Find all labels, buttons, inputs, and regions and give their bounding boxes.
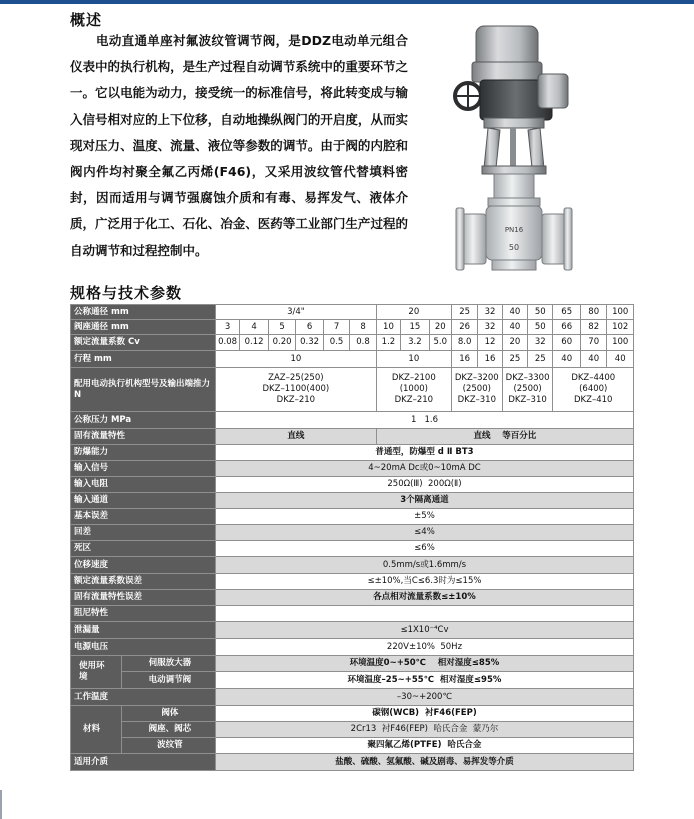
table-cell: 16 <box>478 351 502 368</box>
cell-line: DKZ–4400 <box>571 373 616 383</box>
table-cell: 220V±10% 50Hz <box>215 639 633 656</box>
row-label: 电源电压 <box>71 639 216 656</box>
table-cell: ±5% <box>215 509 633 525</box>
table-cell: 7 <box>323 320 349 335</box>
row-label: 材料 <box>71 706 122 754</box>
cell-line: (1000) <box>399 384 428 394</box>
page-edge-line <box>0 790 2 819</box>
table-cell: 20 <box>376 305 451 320</box>
cell-line: DKZ–210 <box>394 395 434 405</box>
table-cell: 70 <box>580 335 606 351</box>
table-cell: 环境温度–25~+55℃ 相对湿度≤95% <box>215 672 633 689</box>
table-row <box>71 351 634 368</box>
table-row <box>71 754 634 771</box>
table-cell <box>451 368 502 412</box>
table-cell: 0.20 <box>268 335 296 351</box>
table-cell: 25 <box>528 351 553 368</box>
cell-line: DKZ–3300 <box>505 373 550 383</box>
table-cell: 8.0 <box>451 335 477 351</box>
table-cell: 0.8 <box>350 335 376 351</box>
row-label: 阀座通径 mm <box>71 320 216 335</box>
table-cell: 10 <box>376 320 400 335</box>
table-row <box>71 672 634 689</box>
table-cell: 3/4" <box>215 305 376 320</box>
cell-line: DKZ–210 <box>276 395 316 405</box>
table-row <box>71 738 634 754</box>
cell-line: (2500) <box>513 384 542 394</box>
row-label: 适用介质 <box>71 754 216 771</box>
cell-line: (2500) <box>462 384 491 394</box>
table-cell: 20 <box>502 335 527 351</box>
table-row <box>71 493 634 509</box>
table-cell: 0.32 <box>296 335 324 351</box>
table-row <box>71 477 634 493</box>
table-row <box>71 429 634 445</box>
table-cell: ≤6% <box>215 541 633 557</box>
valve-plate-text-2: 50 <box>508 243 520 252</box>
table-cell: 1.2 <box>376 335 400 351</box>
table-cell: ≤1X10⁻⁴Cv <box>215 622 633 639</box>
table-cell: 65 <box>553 305 581 320</box>
overview-paragraph: 电动直通单座衬氟波纹管调节阀，是DDZ电动单元组合仪表中的执行机构，是生产过程自动调节系统中的重要环节之一。它以电能为动力，接受统一的标准信号，将此转变成与输入信号相对应的上下位移，自动地操纵阀门的开启度，从而实现对压力、温度、流量、液位等参数的调节。由于阀的内腔和阀内件均衬聚全氟乙丙烯(F46)，又采用波纹管代替填料密封，因而适用与调节强腐蚀介质和有毒、易挥发气、液体介质，广泛用于化工、石化、冶金、医药等工业部门生产过程的自动调节和过程控制中。 <box>70 33 408 258</box>
table-cell: 0.5mm/s或1.6mm/s <box>215 557 633 574</box>
table-row <box>71 335 634 351</box>
table-cell: 50 <box>528 305 553 320</box>
row-label: 阻尼特性 <box>71 606 216 622</box>
cell-line: DKZ–410 <box>574 395 613 405</box>
table-row <box>71 461 634 477</box>
cell-line: ZAZ–25(250) <box>268 373 324 383</box>
table-row <box>71 574 634 590</box>
table-cell: 2Cr13 衬F46(FEP) 哈氏合金 蒙乃尔 <box>215 722 633 738</box>
table-cell: 0.5 <box>323 335 349 351</box>
row-label: 位移速度 <box>71 557 216 574</box>
cell-line: DKZ–3200 <box>454 373 499 383</box>
table-row <box>71 525 634 541</box>
table-cell: 3 <box>215 320 239 335</box>
table-cell: 直线 等百分比 <box>376 429 633 445</box>
table-cell: 66 <box>553 320 581 335</box>
spec-heading: 规格与技术参数 <box>70 284 183 302</box>
table-cell: 环境温度0~+50℃ 相对湿度≤85% <box>215 656 633 672</box>
table-row <box>71 305 634 320</box>
table-row <box>71 445 634 461</box>
table-cell: 8 <box>350 320 376 335</box>
table-row <box>71 656 634 672</box>
table-cell: 80 <box>580 305 606 320</box>
table-cell: 50 <box>528 320 553 335</box>
table-cell <box>553 368 634 412</box>
table-cell <box>215 606 633 622</box>
cell-line: DKZ–1100(400) <box>262 384 330 394</box>
table-row <box>71 412 634 429</box>
table-cell: 3个隔离通道 <box>215 493 633 509</box>
table-row <box>71 706 634 722</box>
table-cell: ≤±10%,当C≤6.3时为≤15% <box>215 574 633 590</box>
table-cell: 40 <box>553 351 581 368</box>
row-sublabel: 阀体 <box>121 706 215 722</box>
table-cell: 1 1.6 <box>215 412 633 429</box>
row-label: 基本误差 <box>71 509 216 525</box>
row-label: 使用环境 <box>71 656 122 689</box>
table-cell: 各点相对流量系数≤±10% <box>215 590 633 606</box>
cell-line: DKZ–310 <box>457 395 496 405</box>
table-cell: 32 <box>478 305 502 320</box>
table-cell: 16 <box>451 351 477 368</box>
row-label: 公称通径 mm <box>71 305 216 320</box>
row-label: 固有流量特性误差 <box>71 590 216 606</box>
cell-line: (6400) <box>579 384 608 394</box>
table-cell: 6 <box>296 320 324 335</box>
table-row <box>71 509 634 525</box>
table-cell: 250Ω(Ⅲ) 200Ω(Ⅱ) <box>215 477 633 493</box>
table-row <box>71 722 634 738</box>
table-row <box>71 689 634 706</box>
table-cell: 5.0 <box>429 335 451 351</box>
table-cell: 32 <box>528 335 553 351</box>
table-cell: 普通型，防爆型 d Ⅱ BT3 <box>215 445 633 461</box>
table-cell: 25 <box>451 305 477 320</box>
table-cell: 10 <box>376 351 451 368</box>
table-cell: 100 <box>607 305 634 320</box>
row-label: 公称压力 MPa <box>71 412 216 429</box>
table-cell: 碳钢(WCB) 衬F46(FEP) <box>215 706 633 722</box>
table-cell: 82 <box>580 320 606 335</box>
table-row <box>71 590 634 606</box>
row-label: 行程 mm <box>71 351 216 368</box>
table-cell: 20 <box>429 320 451 335</box>
table-cell: 25 <box>502 351 527 368</box>
row-label: 输入电阻 <box>71 477 216 493</box>
row-label: 工作温度 <box>71 689 216 706</box>
row-label: 死区 <box>71 541 216 557</box>
valve-plate-text-1: PN16 <box>504 226 524 234</box>
table-cell: 102 <box>607 320 634 335</box>
table-row <box>71 320 634 335</box>
table-cell: 12 <box>478 335 502 351</box>
table-cell: –30~+200℃ <box>215 689 633 706</box>
table-cell <box>215 368 376 412</box>
table-cell: 0.12 <box>240 335 269 351</box>
table-cell: 3.2 <box>401 335 430 351</box>
table-row <box>71 541 634 557</box>
table-cell: 32 <box>478 320 502 335</box>
row-sublabel: 电动调节阀 <box>121 672 215 689</box>
table-cell <box>376 368 451 412</box>
table-cell: 60 <box>553 335 581 351</box>
table-cell: 40 <box>607 351 634 368</box>
table-row <box>71 606 634 622</box>
table-cell: 100 <box>607 335 634 351</box>
table-cell: 直线 <box>215 429 376 445</box>
row-label: 防爆能力 <box>71 445 216 461</box>
table-cell <box>502 368 553 412</box>
table-cell: 26 <box>451 320 477 335</box>
table-row <box>71 622 634 639</box>
top-accent-bar <box>0 0 694 4</box>
table-cell: 聚四氟乙烯(PTFE) 哈氏合金 <box>215 738 633 754</box>
row-label: 回差 <box>71 525 216 541</box>
table-cell: ≤4% <box>215 525 633 541</box>
row-sublabel: 伺服放大器 <box>121 656 215 672</box>
table-cell: 盐酸、硫酸、氢氟酸、碱及剧毒、易挥发等介质 <box>215 754 633 771</box>
table-row <box>71 368 634 412</box>
table-cell: 15 <box>401 320 430 335</box>
table-cell: 40 <box>502 320 527 335</box>
table-row <box>71 557 634 574</box>
spec-table <box>70 304 634 771</box>
row-sublabel: 波纹管 <box>121 738 215 754</box>
row-label: 额定流量系数误差 <box>71 574 216 590</box>
overview-heading: 概述 <box>70 11 103 29</box>
cell-line: DKZ–2100 <box>391 373 436 383</box>
table-cell: 40 <box>580 351 606 368</box>
table-cell: 5 <box>268 320 296 335</box>
table-cell: 4~20mA Dc或0~10mA DC <box>215 461 633 477</box>
row-label: 输入信号 <box>71 461 216 477</box>
row-label: 泄漏量 <box>71 622 216 639</box>
row-label: 输入通道 <box>71 493 216 509</box>
row-label: 配用电动执行机构型号及输出端推力 N <box>71 368 216 412</box>
row-label: 固有流量特性 <box>71 429 216 445</box>
row-label: 额定流量系数 Cv <box>71 335 216 351</box>
table-cell: 10 <box>215 351 376 368</box>
table-cell: 4 <box>240 320 269 335</box>
table-cell: 0.08 <box>215 335 239 351</box>
table-cell: 40 <box>502 305 527 320</box>
cell-line: DKZ–310 <box>508 395 547 405</box>
table-row <box>71 639 634 656</box>
row-sublabel: 阀座、阀芯 <box>121 722 215 738</box>
valve-product-image <box>428 18 608 280</box>
